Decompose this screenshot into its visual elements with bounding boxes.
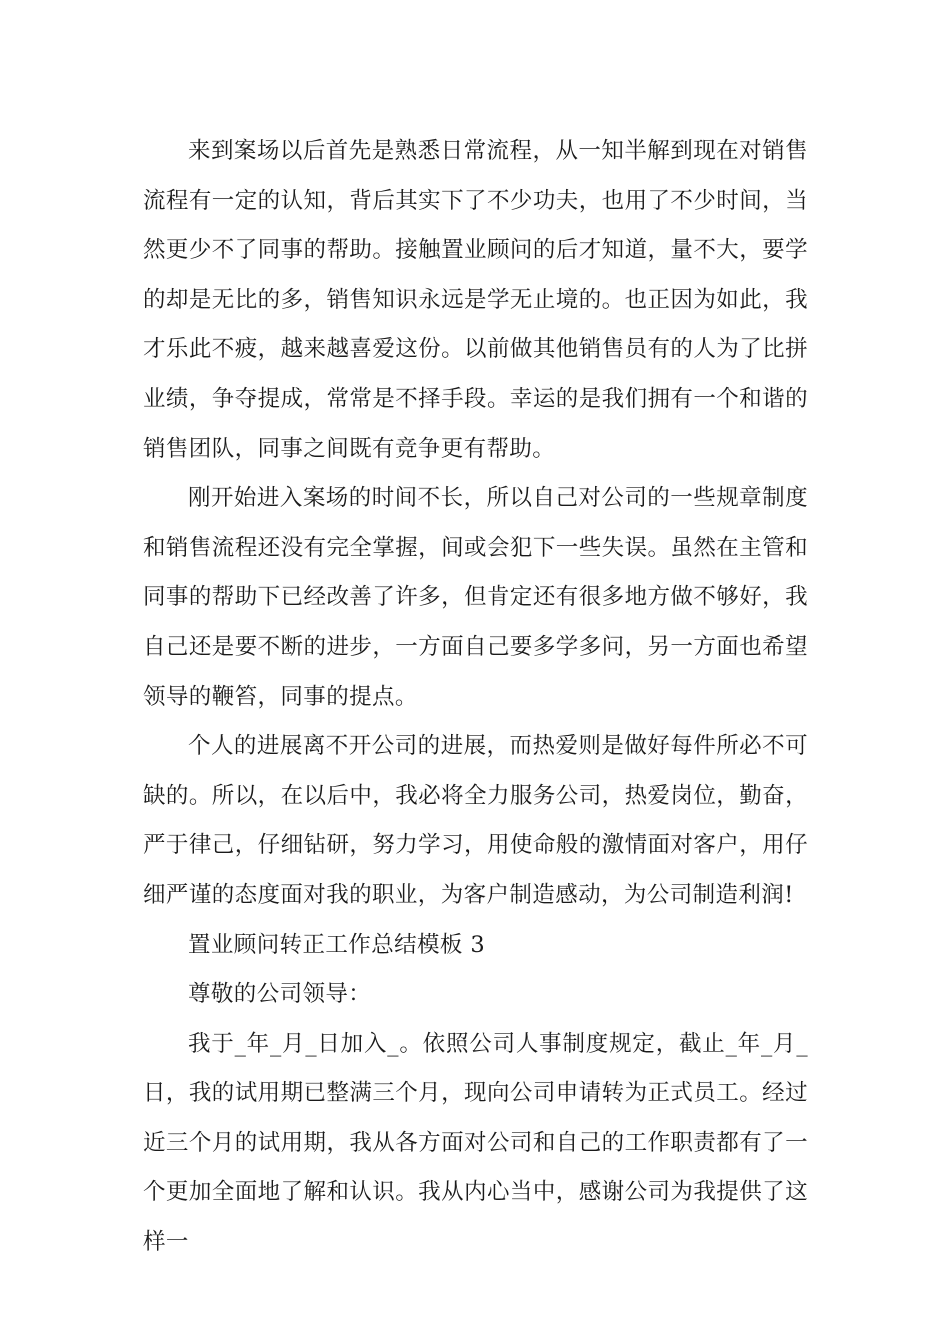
paragraph-application: 我于_年_月_日加入_。依照公司人事制度规定，截止_年_月_日，我的试用期已整满三个月，现向公司申请转为正式员工。经过近三个月的试用期，我从各方面对公司和自己的工作职责都有了一个更加全面地了解和认识。我从内心当中，感谢公司为我提供了这样一 (143, 1030, 808, 1256)
paragraph-shortcomings: 刚开始进入案场的时间不长，所以自己对公司的一些规章制度和销售流程还没有完全掌握，间或会犯下一些失误。虽然在主管和同事的帮助下已经改善了许多，但肯定还有很多地方做不够好，我自己还是要不断的进步，一方面自己要多学多问，另一方面也希望领导的鞭笞，同事的提点。 (143, 485, 808, 710)
document-body (143, 127, 808, 1268)
section-heading: 置业顾问转正工作总结模板 3 (188, 931, 486, 958)
salutation: 尊敬的公司领导： (188, 981, 372, 1008)
paragraph-commitment: 个人的进展离不开公司的进展，而热爱则是做好每件所必不可缺的。所以，在以后中，我必将全力服务公司，热爱岗位，勤奋，严于律己，仔细钻研，努力学习，用使命般的激情面对客户，用仔细严谨的态度面对我的职业，为客户制造感动，为公司制造利润! (143, 733, 808, 908)
paragraph-sales-process: 来到案场以后首先是熟悉日常流程，从一知半解到现在对销售流程有一定的认知，背后其实下了不少功夫，也用了不少时间，当然更少不了同事的帮助。接触置业顾问的后才知道，量不大，要学的却是无比的多，销售知识永远是学无止境的。也正因为如此，我才乐此不疲，越来越喜爱这份。以前做其他销售员有的人为了比拼业绩，争夺提成，常常是不择手段。幸运的是我们拥有一个和谐的销售团队，同事之间既有竞争更有帮助。 (143, 138, 808, 462)
